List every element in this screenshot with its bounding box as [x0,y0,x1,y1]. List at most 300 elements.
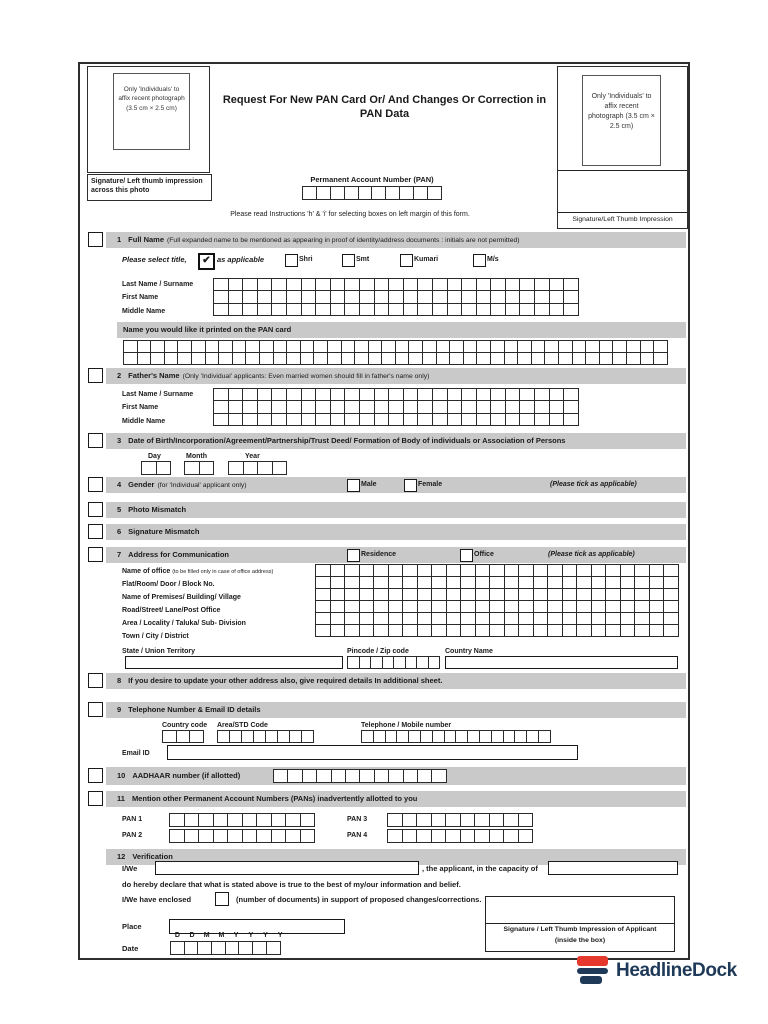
char-cell[interactable] [227,829,243,843]
char-cell[interactable] [374,769,389,783]
char-cell[interactable] [503,829,519,843]
margin-checkbox-10[interactable] [88,768,103,783]
char-cell[interactable] [534,290,550,303]
char-cell[interactable] [576,624,592,637]
char-cell[interactable] [238,941,253,955]
title-checkbox-kumari[interactable] [400,254,413,267]
char-cell[interactable] [505,290,521,303]
char-cell[interactable] [431,624,447,637]
char-cell[interactable] [242,278,258,291]
char-cell[interactable] [531,352,546,365]
char-cell[interactable] [447,278,463,291]
margin-checkbox-6[interactable] [88,524,103,539]
char-cell[interactable] [213,813,229,827]
char-cell[interactable] [417,303,433,316]
char-cell[interactable] [388,413,404,426]
char-cell[interactable] [371,186,386,200]
char-cell[interactable] [315,413,331,426]
char-cell[interactable] [460,813,476,827]
char-cell[interactable] [505,303,521,316]
char-cell[interactable] [344,303,360,316]
char-cell[interactable] [381,352,396,365]
char-cell[interactable] [271,290,287,303]
char-cell[interactable] [416,813,432,827]
char-cell[interactable] [301,290,317,303]
char-cell[interactable] [403,769,418,783]
char-cell[interactable] [242,303,258,316]
char-cell[interactable] [162,730,177,743]
char-cell[interactable] [184,461,200,475]
char-cell[interactable] [549,400,565,413]
char-cell[interactable] [388,290,404,303]
char-cell[interactable] [460,829,476,843]
char-cell[interactable] [563,278,579,291]
char-cell[interactable] [534,278,550,291]
char-cell[interactable] [534,400,550,413]
char-cell[interactable] [286,352,301,365]
char-cell[interactable] [330,290,346,303]
char-cell[interactable] [302,186,317,200]
char-cell[interactable] [475,624,491,637]
char-cell[interactable] [271,278,287,291]
char-cell[interactable] [344,290,360,303]
char-cell[interactable] [653,352,668,365]
char-cell[interactable] [286,388,302,401]
char-cell[interactable] [301,400,317,413]
char-cell[interactable] [432,388,448,401]
char-cell[interactable] [446,624,462,637]
title-checkbox-shri[interactable] [285,254,298,267]
char-cell[interactable] [374,290,390,303]
char-cell[interactable] [285,829,301,843]
char-cell[interactable] [213,829,229,843]
char-cell[interactable] [505,400,521,413]
title-checkbox-smt[interactable] [342,254,355,267]
char-cell[interactable] [417,413,433,426]
char-cell[interactable] [271,829,287,843]
char-cell[interactable] [199,461,215,475]
char-cell[interactable] [503,813,519,827]
char-cell[interactable] [184,829,200,843]
char-cell[interactable] [286,400,302,413]
char-cell[interactable] [344,278,360,291]
char-cell[interactable] [315,290,331,303]
char-cell[interactable] [612,352,627,365]
char-cell[interactable] [489,624,505,637]
char-cell[interactable] [242,413,258,426]
char-cell[interactable] [447,303,463,316]
char-cell[interactable] [359,303,375,316]
char-cell[interactable] [417,388,433,401]
char-cell[interactable] [544,352,559,365]
char-cell[interactable] [533,624,549,637]
char-cell[interactable] [591,624,607,637]
char-cell[interactable] [476,303,492,316]
char-cell[interactable] [243,461,259,475]
char-cell[interactable] [344,186,359,200]
char-cell[interactable] [300,352,315,365]
char-cell[interactable] [518,813,534,827]
char-cell[interactable] [218,352,233,365]
char-cell[interactable] [490,303,506,316]
char-cell[interactable] [358,186,373,200]
char-cell[interactable] [252,941,267,955]
char-cell[interactable] [534,413,550,426]
char-cell[interactable] [141,461,157,475]
char-cell[interactable] [558,352,573,365]
char-cell[interactable] [585,352,600,365]
char-cell[interactable] [649,624,665,637]
country-input[interactable] [445,656,678,669]
char-cell[interactable] [476,278,492,291]
office-checkbox[interactable] [460,549,473,562]
char-cell[interactable] [431,829,447,843]
char-cell[interactable] [287,769,302,783]
char-cell[interactable] [519,413,535,426]
char-cell[interactable] [505,413,521,426]
char-cell[interactable] [272,461,288,475]
char-cell[interactable] [436,352,451,365]
char-cell[interactable] [403,400,419,413]
char-cell[interactable] [257,413,273,426]
char-cell[interactable] [388,278,404,291]
char-cell[interactable] [359,278,375,291]
char-cell[interactable] [170,941,185,955]
char-cell[interactable] [402,624,418,637]
char-cell[interactable] [315,388,331,401]
char-cell[interactable] [374,413,390,426]
char-cell[interactable] [169,829,185,843]
char-cell[interactable] [461,290,477,303]
char-cell[interactable] [156,461,172,475]
char-cell[interactable] [344,400,360,413]
char-cell[interactable] [198,813,214,827]
char-cell[interactable] [300,813,316,827]
char-cell[interactable] [547,624,563,637]
char-cell[interactable] [302,769,317,783]
char-cell[interactable] [489,829,505,843]
char-cell[interactable] [271,303,287,316]
char-cell[interactable] [257,303,273,316]
char-cell[interactable] [417,624,433,637]
char-cell[interactable] [534,303,550,316]
char-cell[interactable] [388,388,404,401]
char-cell[interactable] [427,186,442,200]
char-cell[interactable] [620,624,636,637]
char-cell[interactable] [432,290,448,303]
char-cell[interactable] [242,388,258,401]
char-cell[interactable] [563,388,579,401]
char-cell[interactable] [519,388,535,401]
char-cell[interactable] [301,303,317,316]
char-cell[interactable] [257,388,273,401]
char-cell[interactable] [431,813,447,827]
char-cell[interactable] [474,829,490,843]
char-cell[interactable] [549,278,565,291]
char-cell[interactable] [388,624,404,637]
char-cell[interactable] [184,941,199,955]
char-cell[interactable] [374,303,390,316]
char-cell[interactable] [461,400,477,413]
char-cell[interactable] [505,278,521,291]
char-cell[interactable] [476,290,492,303]
margin-checkbox-5[interactable] [88,502,103,517]
char-cell[interactable] [257,461,273,475]
char-cell[interactable] [266,941,281,955]
char-cell[interactable] [191,352,206,365]
char-cell[interactable] [228,303,244,316]
char-cell[interactable] [330,303,346,316]
char-cell[interactable] [403,290,419,303]
margin-checkbox-9[interactable] [88,702,103,717]
char-cell[interactable] [341,352,356,365]
char-cell[interactable] [445,829,461,843]
char-cell[interactable] [447,413,463,426]
char-cell[interactable] [313,352,328,365]
char-cell[interactable] [359,769,374,783]
char-cell[interactable] [563,413,579,426]
char-cell[interactable] [225,941,240,955]
margin-checkbox-8[interactable] [88,673,103,688]
char-cell[interactable] [517,352,532,365]
char-cell[interactable] [413,186,428,200]
char-cell[interactable] [490,388,506,401]
char-cell[interactable] [213,413,229,426]
char-cell[interactable] [519,290,535,303]
male-checkbox[interactable] [347,479,360,492]
char-cell[interactable] [449,352,464,365]
char-cell[interactable] [242,829,258,843]
char-cell[interactable] [640,352,655,365]
margin-checkbox-3[interactable] [88,433,103,448]
char-cell[interactable] [228,388,244,401]
char-cell[interactable] [374,400,390,413]
char-cell[interactable] [634,624,650,637]
char-cell[interactable] [245,352,260,365]
char-cell[interactable] [476,388,492,401]
char-cell[interactable] [359,290,375,303]
char-cell[interactable] [271,413,287,426]
char-cell[interactable] [563,400,579,413]
char-cell[interactable] [504,352,519,365]
char-cell[interactable] [422,352,437,365]
char-cell[interactable] [213,290,229,303]
char-cell[interactable] [150,352,165,365]
char-cell[interactable] [403,388,419,401]
char-cell[interactable] [189,730,204,743]
char-cell[interactable] [374,278,390,291]
char-cell[interactable] [447,400,463,413]
char-cell[interactable] [228,278,244,291]
char-cell[interactable] [460,624,476,637]
char-cell[interactable] [373,624,389,637]
char-cell[interactable] [286,303,302,316]
char-cell[interactable] [519,278,535,291]
char-cell[interactable] [257,278,273,291]
char-cell[interactable] [256,813,272,827]
char-cell[interactable] [169,813,185,827]
char-cell[interactable] [368,352,383,365]
char-cell[interactable] [213,400,229,413]
char-cell[interactable] [447,290,463,303]
char-cell[interactable] [417,278,433,291]
char-cell[interactable] [395,352,410,365]
char-cell[interactable] [271,400,287,413]
char-cell[interactable] [518,624,534,637]
margin-checkbox-2[interactable] [88,368,103,383]
char-cell[interactable] [490,278,506,291]
state-input[interactable] [125,656,343,669]
char-cell[interactable] [549,290,565,303]
char-cell[interactable] [273,769,288,783]
margin-checkbox-7[interactable] [88,547,103,562]
char-cell[interactable] [432,413,448,426]
char-cell[interactable] [330,388,346,401]
char-cell[interactable] [408,352,423,365]
char-cell[interactable] [286,290,302,303]
char-cell[interactable] [315,624,331,637]
char-cell[interactable] [489,813,505,827]
char-cell[interactable] [197,941,212,955]
char-cell[interactable] [447,388,463,401]
char-cell[interactable] [445,813,461,827]
char-cell[interactable] [344,624,360,637]
char-cell[interactable] [403,413,419,426]
char-cell[interactable] [300,829,316,843]
char-cell[interactable] [402,813,418,827]
char-cell[interactable] [461,278,477,291]
char-cell[interactable] [327,352,342,365]
char-cell[interactable] [301,730,314,743]
char-cell[interactable] [572,352,587,365]
char-cell[interactable] [359,388,375,401]
char-cell[interactable] [432,278,448,291]
char-cell[interactable] [490,413,506,426]
char-cell[interactable] [331,769,346,783]
char-cell[interactable] [316,186,331,200]
char-cell[interactable] [385,186,400,200]
char-cell[interactable] [490,290,506,303]
char-cell[interactable] [374,388,390,401]
char-cell[interactable] [211,941,226,955]
char-cell[interactable] [301,388,317,401]
char-cell[interactable] [599,352,614,365]
char-cell[interactable] [316,769,331,783]
char-cell[interactable] [227,813,243,827]
char-cell[interactable] [461,303,477,316]
char-cell[interactable] [257,400,273,413]
char-cell[interactable] [228,461,244,475]
char-cell[interactable] [242,813,258,827]
char-cell[interactable] [432,400,448,413]
char-cell[interactable] [403,278,419,291]
title-checkbox-checked[interactable]: ✔ [198,253,215,270]
char-cell[interactable] [563,290,579,303]
char-cell[interactable] [257,290,273,303]
char-cell[interactable] [387,829,403,843]
char-cell[interactable] [549,303,565,316]
char-cell[interactable] [345,769,360,783]
char-cell[interactable] [388,769,403,783]
char-cell[interactable] [286,278,302,291]
char-cell[interactable] [476,413,492,426]
char-cell[interactable] [417,290,433,303]
char-cell[interactable] [416,829,432,843]
char-cell[interactable] [354,352,369,365]
char-cell[interactable] [534,388,550,401]
char-cell[interactable] [176,730,191,743]
char-cell[interactable] [213,388,229,401]
char-cell[interactable] [285,813,301,827]
char-cell[interactable] [259,352,274,365]
char-cell[interactable] [417,769,432,783]
char-cell[interactable] [330,278,346,291]
char-cell[interactable] [549,413,565,426]
char-cell[interactable] [315,278,331,291]
char-cell[interactable] [518,829,534,843]
char-cell[interactable] [402,829,418,843]
char-cell[interactable] [359,413,375,426]
char-cell[interactable] [198,829,214,843]
char-cell[interactable] [359,624,375,637]
char-cell[interactable] [330,186,345,200]
char-cell[interactable] [213,278,229,291]
char-cell[interactable] [490,352,505,365]
margin-checkbox-4[interactable] [88,477,103,492]
char-cell[interactable] [476,400,492,413]
char-cell[interactable] [330,400,346,413]
char-cell[interactable] [286,413,302,426]
char-cell[interactable] [399,186,414,200]
char-cell[interactable] [563,303,579,316]
char-cell[interactable] [562,624,578,637]
char-cell[interactable] [213,303,229,316]
char-cell[interactable] [330,413,346,426]
char-cell[interactable] [549,388,565,401]
char-cell[interactable] [271,813,287,827]
char-cell[interactable] [301,278,317,291]
char-cell[interactable] [387,813,403,827]
char-cell[interactable] [315,303,331,316]
char-cell[interactable] [505,388,521,401]
char-cell[interactable] [164,352,179,365]
applicant-name-input[interactable] [155,861,419,875]
char-cell[interactable] [388,303,404,316]
email-input[interactable] [167,745,578,760]
char-cell[interactable] [428,656,441,669]
char-cell[interactable] [273,352,288,365]
char-cell[interactable] [315,400,331,413]
female-checkbox[interactable] [404,479,417,492]
char-cell[interactable] [490,400,506,413]
char-cell[interactable] [228,290,244,303]
char-cell[interactable] [538,730,551,743]
title-checkbox-ms[interactable] [473,254,486,267]
char-cell[interactable] [463,352,478,365]
char-cell[interactable] [605,624,621,637]
margin-checkbox-1[interactable] [88,232,103,247]
char-cell[interactable] [417,400,433,413]
residence-checkbox[interactable] [347,549,360,562]
char-cell[interactable] [461,388,477,401]
char-cell[interactable] [242,290,258,303]
char-cell[interactable] [242,400,258,413]
char-cell[interactable] [403,303,419,316]
char-cell[interactable] [359,400,375,413]
char-cell[interactable] [431,769,446,783]
char-cell[interactable] [330,624,346,637]
char-cell[interactable] [256,829,272,843]
